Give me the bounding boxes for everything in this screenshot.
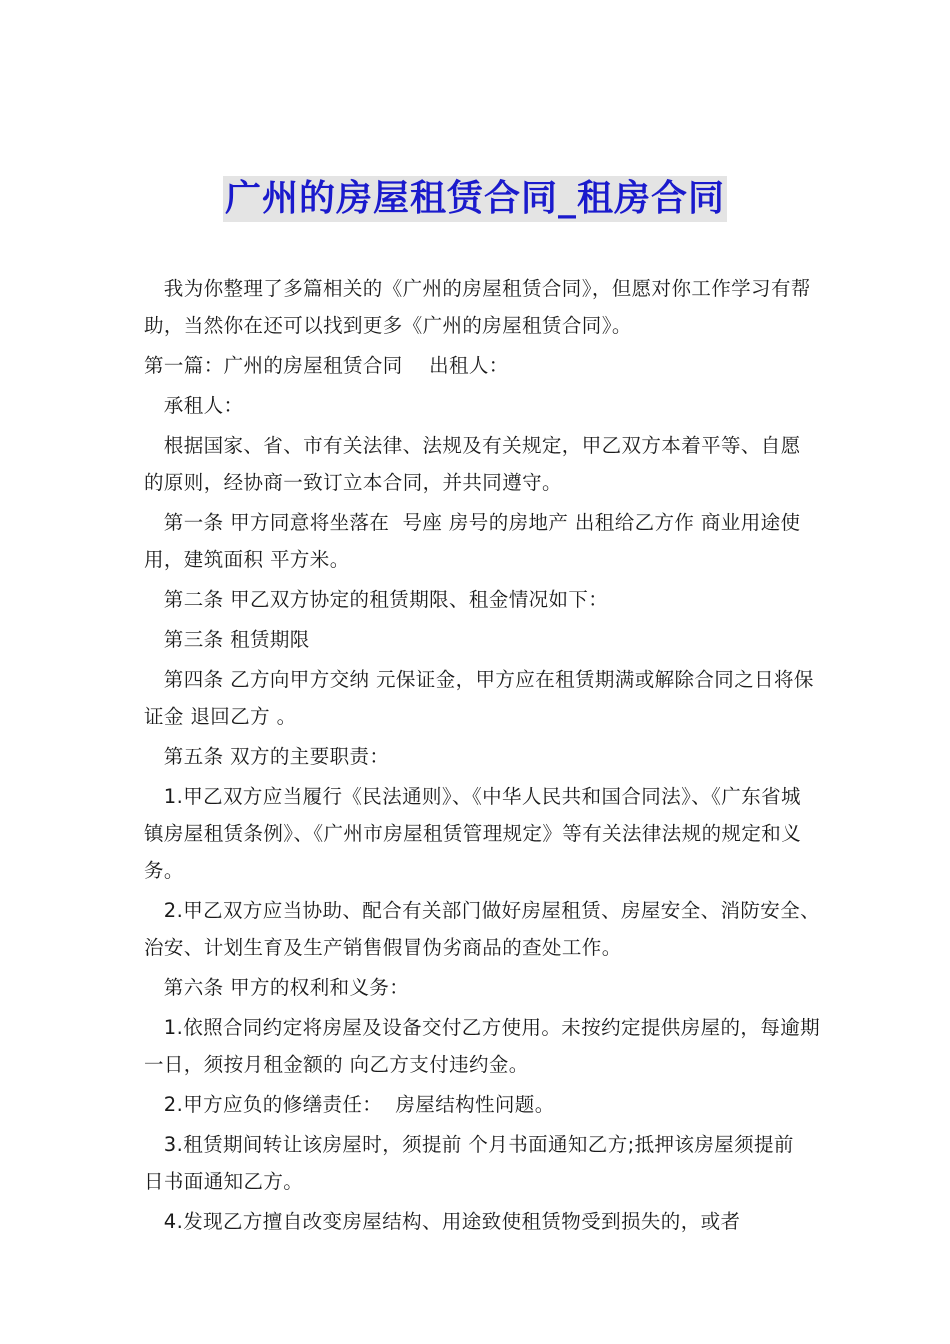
article-6-item-2: 2.甲方应负的修缮责任： 房屋结构性问题。 — [144, 1093, 555, 1116]
preamble-paragraph: 根据国家、省、市有关法律、法规及有关规定，甲乙双方本着平等、自愿的原则，经协商一致订立本合同，并共同遵守。 — [144, 434, 801, 494]
article-6-item-1: 1.依照合同约定将房屋及设备交付乙方使用。未按约定提供房屋的，每逾期一日，须按月租金额的 向乙方支付违约金。 — [144, 1016, 821, 1076]
article-6-item-3: 3.租赁期间转让该房屋时，须提前 个月书面通知乙方;抵押该房屋须提前 日书面通知乙方。 — [144, 1133, 801, 1193]
article-5-item-1: 1.甲乙双方应当履行《民法通则》、《中华人民共和国合同法》、《广东省城镇房屋租赁条例》、《广州市房屋租赁管理规定》等有关法律法规的规定和义务。 — [144, 785, 802, 882]
article-6: 第六条 甲方的权利和义务： — [144, 976, 410, 999]
article-4: 第四条 乙方向甲方交纳 元保证金，甲方应在租赁期满或解除合同之日将保证金 退回乙方 。 — [144, 668, 814, 728]
document-title: 广州的房屋租赁合同_租房合同 — [223, 176, 727, 222]
document-body — [144, 270, 820, 1240]
lessee-line: 承租人： — [144, 394, 244, 417]
article-2: 第二条 甲乙双方协定的租赁期限、租金情况如下： — [144, 588, 609, 611]
title-container — [0, 176, 950, 222]
article-3: 第三条 租赁期限 — [144, 628, 310, 651]
section-heading-lessor: 第一篇：广州的房屋租赁合同 出租人： — [144, 354, 509, 377]
intro-paragraph: 我为你整理了多篇相关的《广州的房屋租赁合同》，但愿对你工作学习有帮助，当然你在还可以找到更多《广州的房屋租赁合同》。 — [144, 277, 811, 337]
article-1: 第一条 甲方同意将坐落在 号座 房号的房地产 出租给乙方作 商业用途使用，建筑面积 平方米。 — [144, 511, 801, 571]
article-5: 第五条 双方的主要职责： — [144, 745, 390, 768]
article-5-item-2: 2.甲乙双方应当协助、配合有关部门做好房屋租赁、房屋安全、消防安全、治安、计划生育及生产销售假冒伪劣商品的查处工作。 — [144, 899, 821, 959]
article-6-item-4: 4.发现乙方擅自改变房屋结构、用途致使租赁物受到损失的，或者 — [144, 1210, 741, 1233]
